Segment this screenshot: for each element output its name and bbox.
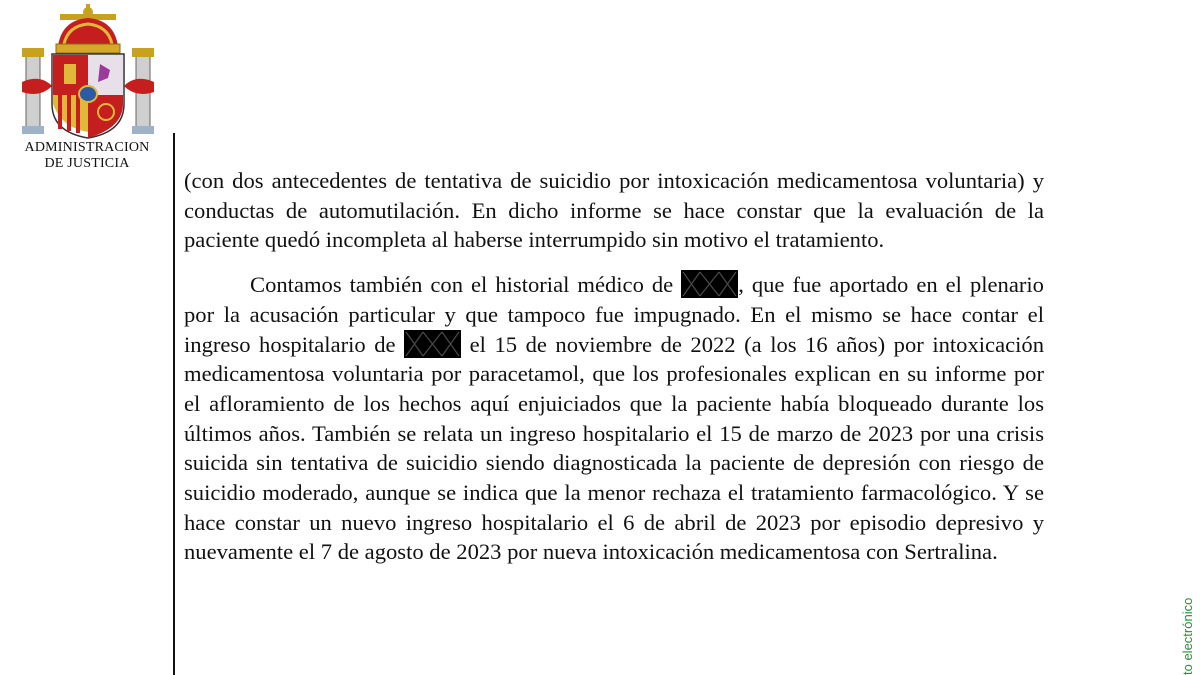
institution-line-2: DE JUSTICIA: [44, 156, 130, 171]
paragraph-2-text-c: el 15 de noviembre de 2022 (a los 16 años) por intoxicación medicamentosa voluntaria por paracetamol, que los profesionales explican en su informe por el afloramiento de los hechos aquí enjuiciados que la paciente había bloqueado durante los últimos años. También se relata un ingreso hospitalario el 15 de marzo de 2023 por una crisis suicida sin tentativa de suicidio siendo diagnosticada la paciente de depresión con riesgo de suicidio moderado, aunque se indica que la menor rechaza el tratamiento farmacológico. Y se hace constar un nuevo ingreso hospitalario el 6 de abril de 2023 por episodio depresivo y nuevamente el 7 de agosto de 2023 por nueva intoxicación medicamentosa con Sertralina.: [184, 331, 1045, 565]
paragraph-2-text-b: , que fue aportado en el plenario por la acusación particular y que tampoco fue impugnado. En el mismo se hace contar el ingreso hospitalario de: [184, 272, 1044, 357]
redaction-block: [681, 270, 738, 298]
redaction-block: [404, 330, 461, 358]
paragraph-2-text-a: Contamos también con el historial médico de: [250, 272, 682, 298]
side-verification-note: to electrónico: [1180, 597, 1195, 675]
paragraph-2: [184, 270, 1044, 567]
document-body: [184, 166, 1044, 567]
paragraph-1-text: (con dos antecedentes de tentativa de suicidio por intoxicación medicamentosa voluntaria) y conductas de automutilación. En dicho informe se hace constar que la evaluación de la paciente quedó incompleta al haberse interrumpido sin motivo el tratamiento.: [184, 168, 1044, 253]
paragraph-1: [184, 166, 1044, 255]
institution-line-1: ADMINISTRACION: [24, 140, 150, 155]
margin-rule: [173, 133, 175, 675]
coat-of-arms: [22, 4, 154, 140]
institution-name: [18, 140, 156, 172]
